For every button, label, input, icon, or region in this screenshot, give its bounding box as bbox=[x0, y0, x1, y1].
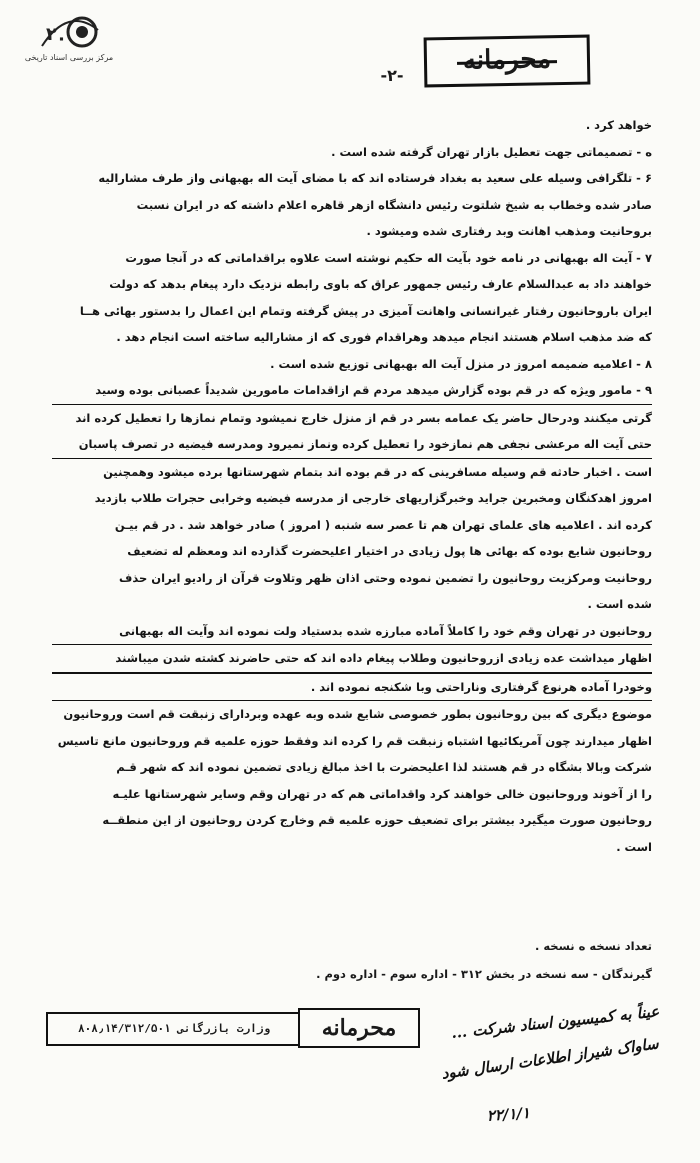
distribution-block bbox=[52, 932, 652, 988]
archive-emblem-icon bbox=[32, 10, 104, 52]
reference-stamp: وزارت بازرگانی ۸۰۸٫۱۴/۳۱۲/۵۰۱ bbox=[46, 1012, 300, 1046]
bottom-classification-stamp: محرمانه bbox=[298, 1008, 420, 1048]
body-line: روحانیت ومرکزیت روحانیون را تضمین نموده وحتی اذان ظهر وتلاوت قرآن از رادیو ایران حذف bbox=[119, 570, 652, 585]
body-line: شده است . bbox=[587, 597, 652, 611]
body-line: روحانیون صورت میگیرد بیشتر برای تضعیف حوزه علمیه قم وخارج کردن روحانیون از این منطقــه bbox=[102, 813, 652, 827]
archive-caption: مرکز بررسی اسناد تاریخی bbox=[24, 53, 114, 62]
body-line: اظهار میدارند چون آمریکائیها اشتباه زنبقت قم را کرده اند وفقط حوزه علمیه قم وروحانیون مانع تاسیس bbox=[57, 733, 652, 748]
body-line: موضوع دیگری که بین روحانیون بطور خصوصی شایع شده وبه عهده وبردارای زنبقت قم است وروحانیون bbox=[63, 707, 652, 721]
body-line: امروز اهدکنگان ومخبرین جراید وخبرگزاریهای خارجی از مدرسه فیضیه وخرابی حجرات طلاب بازدید bbox=[94, 491, 652, 505]
body-line: ۸ - اعلامیه ضمیمه امروز در منزل آیت اله بهبهانی توزیع شده است . bbox=[270, 356, 652, 371]
body-line: ه - تصمیماتی جهت تعطیل بازار تهران گرفته شده است . bbox=[331, 144, 652, 159]
svg-text:۲: ۲ bbox=[46, 24, 57, 45]
body-line: ایران باروحانیون رفتار غیرانسانی واهانت آمیزی در پیش گرفته وتمام این اعمال را بدستور بهائی هــا bbox=[79, 303, 652, 318]
body-line: بروحانیت ومذهب اهانت وبد رفتاری شده ومیشود . bbox=[366, 224, 652, 238]
body-line: خواهد کرد . bbox=[585, 118, 652, 132]
body-line: ۷ - آیت اله بهبهانی در نامه خود بآیت اله حکیم نوشته است علاوه براقداماتی که در آنجا صورت bbox=[125, 250, 652, 265]
body-line: روحانیون در تهران وقم خود را کاملاً آماده مبارزه شده بدستیاد ولت نموده اند وآیت اله بهبهانی bbox=[52, 618, 652, 646]
body-line: اظهار میداشت عده زیادی ازروحانیون وطلاب پیغام داده اند که حتی حاضرند کشته شدن میباشند bbox=[52, 645, 652, 674]
body-line: حتی آیت اله مرعشی نجفی هم نمازخود را تعطیل کرده ونماز نمیرود ومدرسه فیضیه در تصرف پاسبان bbox=[52, 431, 652, 459]
archive-logo bbox=[14, 10, 124, 70]
handwritten-date: ۲۲/۱/۱ bbox=[486, 1103, 531, 1125]
body-line: گرتی میکنند ودرحال حاضر یک عمامه بسر در قم از منزل خارج نمیشود وتمام نمازها را تعطیل کرده اند bbox=[75, 410, 652, 425]
body-line: کرده اند . اعلامیه های علمای تهران هم تا عصر سه شنبه ( امروز ) صادر خواهد شد . در قم بیـن bbox=[114, 517, 652, 532]
handwritten-note-1: عیناً به کمیسیون اسناد شرکت ... bbox=[450, 1002, 661, 1043]
document-body bbox=[52, 112, 652, 860]
body-line: ۹ - مامور ویژه که در قم بوده گزارش میدهد مردم قم ازاقدامات مامورین شدیداً عصبانی بوده وسید bbox=[52, 377, 652, 405]
body-line: ۶ - تلگرافی وسیله علی سعید به بغداد فرستاده اند که با مضای آیت اله بهبهانی واز طرف مشارالیه bbox=[98, 171, 652, 185]
classification-stamp: محرمانه bbox=[424, 35, 591, 88]
body-line: وخودرا آماده هرنوع گرفتاری وناراحتی وبا شکنجه نموده اند . bbox=[52, 674, 652, 702]
body-line: است . bbox=[616, 839, 652, 854]
handwritten-note-2: ساواک شیراز اطلاعات ارسال شود bbox=[440, 1034, 660, 1083]
body-line: روحانیون شایع بوده که بهائی ها پول زیادی در اختیار اعلیحضرت گذارده اند ومعظم له تضعیف bbox=[127, 544, 652, 558]
page-number: -۲- bbox=[380, 66, 404, 85]
svg-text:۰: ۰ bbox=[56, 28, 67, 49]
body-line: که ضد مذهب اسلام هستند انجام میدهد وهراقدام فوری که از مشارالیه ساخته است انجام دهد . bbox=[116, 330, 652, 344]
body-line: را از آخوند وروحانیون خالی خواهند کرد واقداماتی هم که در تهران وقم وسایر شهرستانها علیـه bbox=[112, 786, 652, 801]
body-line: صادر شده وخطاب به شیخ شلتوت رئیس دانشگاه ازهر قاهره اعلام داشته که در ایران نسبت bbox=[136, 197, 652, 212]
body-line: خواهند داد به عبدالسلام عارف رئیس جمهور عراق که باوی رابطه نزدیک دارد پیغام بدهد که دولت bbox=[109, 277, 652, 291]
copies-line: تعداد نسخه ه نسخه . bbox=[534, 939, 652, 953]
body-line: شرکت وبالا بشگاه در قم هستند لذا اعلیحضرت با اخذ مبالغ زیادی تضمین نموده اند که شهر قـم bbox=[116, 760, 652, 774]
body-line: است . اخبار حادثه قم وسیله مسافرینی که در قم بوده اند بتمام شهرستانها برده میشود وهمچنین bbox=[103, 464, 652, 479]
recipients-line: گیرندگان - سه نسخه در بخش ۳۱۲ - اداره سوم - اداره دوم . bbox=[316, 967, 652, 981]
